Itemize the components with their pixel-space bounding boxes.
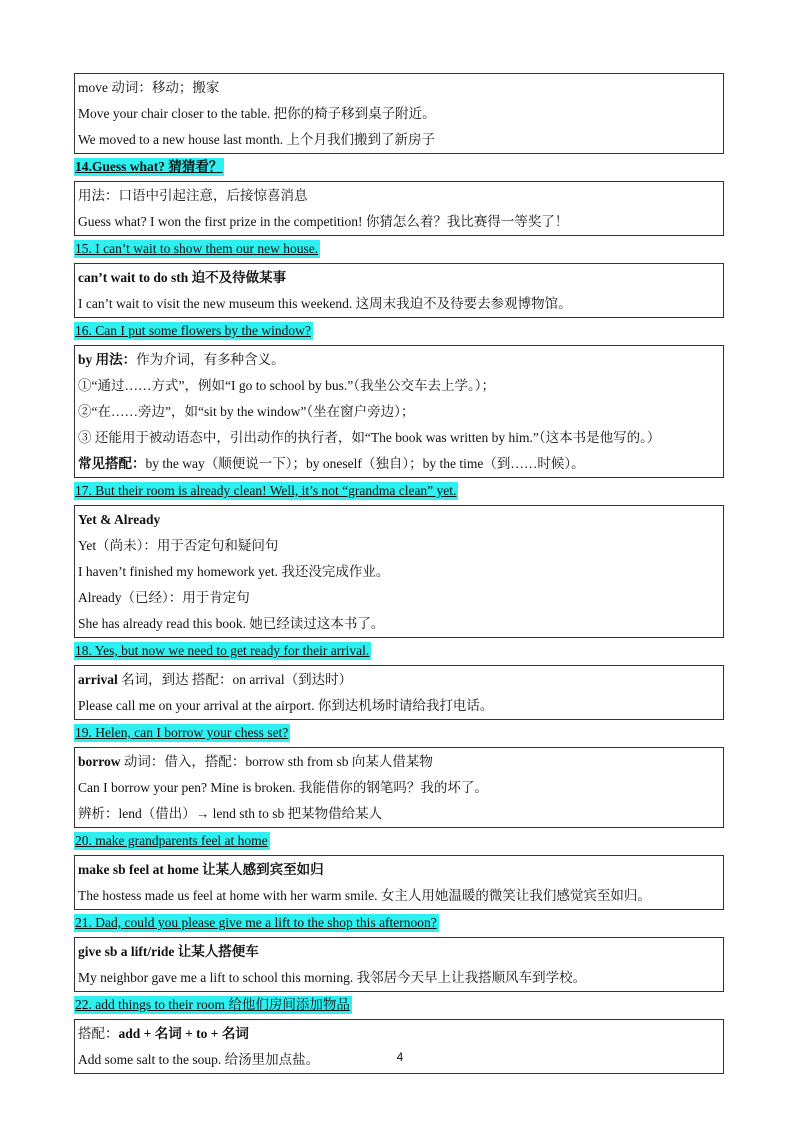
note-text: Already（已经）：用于肯定句	[78, 590, 250, 605]
note-line	[78, 183, 720, 209]
note-box	[74, 345, 724, 478]
note-text: Move your chair closer to the table. 把你的椅子移到桌子附近。	[78, 106, 436, 121]
note-line	[78, 101, 720, 127]
note-box	[74, 1019, 724, 1074]
note-line	[78, 1021, 720, 1047]
note-text: ③ 还能用于被动语态中，引出动作的执行者，如“The book was written by him.”（这本书是他写的。）	[78, 430, 661, 445]
note-text: I haven’t finished my homework yet. 我还没完成作业。	[78, 564, 390, 579]
note-box	[74, 937, 724, 992]
section-heading-row	[74, 318, 724, 345]
section-heading-row	[74, 828, 724, 855]
note-text: My neighbor gave me a lift to school this morning. 我邻居今天早上让我搭顺风车到学校。	[78, 970, 587, 985]
note-text: by the way（顺便说一下）；by oneself（独自）；by the time（到……时候）。	[145, 456, 585, 471]
section-heading: 21. Dad, could you please give me a lift to the shop this afternoon?	[75, 915, 437, 930]
note-text: 作为介词，有多种含义。	[136, 352, 285, 367]
note-line	[78, 209, 720, 235]
note-text: Guess what? I won the first prize in the competition! 你猜怎么着？我比赛得一等奖了！	[78, 214, 569, 229]
section-heading-row	[74, 236, 724, 263]
note-line	[78, 775, 720, 801]
note-text: Please call me on your arrival at the airport. 你到达机场时请给我打电话。	[78, 698, 494, 713]
document-page	[74, 73, 724, 1074]
note-line	[78, 127, 720, 153]
note-line	[78, 451, 720, 477]
note-line	[78, 749, 720, 775]
note-keyword: can’t wait to do sth 迫不及待做某事	[78, 270, 287, 285]
note-line	[78, 667, 720, 693]
note-keyword: make sb feel at home 让某人感到宾至如归	[78, 862, 324, 877]
note-text: Yet（尚未）：用于否定句和疑问句	[78, 538, 279, 553]
note-line	[78, 425, 720, 451]
section-heading: 14.Guess what? 猜猜看？	[75, 159, 223, 174]
note-keyword: give sb a lift/ride 让某人搭便车	[78, 944, 259, 959]
section-heading-row	[74, 638, 724, 665]
note-line	[78, 347, 720, 373]
section-heading: 15. I can’t wait to show them our new house.	[75, 241, 319, 256]
note-line	[78, 857, 720, 883]
note-keyword: by 用法：	[78, 352, 137, 367]
note-line	[78, 291, 720, 317]
note-line	[78, 693, 720, 719]
note-line	[78, 883, 720, 909]
note-text: I can’t wait to visit the new museum this weekend. 这周末我迫不及待要去参观博物馆。	[78, 296, 572, 311]
note-box	[74, 263, 724, 318]
note-text: 动词：借入，搭配：borrow sth from sb 向某人借某物	[120, 754, 433, 769]
note-text: Add some salt to the soup. 给汤里加点盐。	[78, 1052, 320, 1067]
note-text: move 动词：移动；搬家	[78, 80, 220, 95]
note-box	[74, 747, 724, 828]
note-line	[78, 559, 720, 585]
note-box	[74, 73, 724, 154]
note-text: Can I borrow your pen? Mine is broken. 我能借你的钢笔吗？我的坏了。	[78, 780, 488, 795]
note-text: 用法：口语中引起注意，后接惊喜消息	[78, 188, 308, 203]
note-line	[78, 373, 720, 399]
note-text: 辨析：lend（借出）→ lend sth to sb 把某物借给某人	[78, 806, 383, 821]
section-heading: 16. Can I put some flowers by the window?	[75, 323, 311, 338]
section-heading-row	[74, 154, 724, 181]
note-line	[78, 965, 720, 991]
note-formula: add + 名词 + to + 名词	[118, 1026, 249, 1041]
note-text: ①“通过……方式”，例如“I go to school by bus.”（我坐公交车去上学。）；	[78, 378, 495, 393]
note-keyword: 常见搭配：	[78, 456, 146, 471]
section-heading: 20. make grandparents feel at home	[75, 833, 268, 848]
note-text: 名词，到达 搭配：on arrival（到达时）	[117, 672, 353, 687]
section-heading: 22. add things to their room 给他们房间添加物品	[75, 997, 350, 1012]
note-line	[78, 801, 720, 827]
page-number: 4	[396, 1050, 404, 1064]
note-box	[74, 665, 724, 720]
section-heading-row	[74, 478, 724, 505]
note-box	[74, 855, 724, 910]
note-text: ②“在……旁边”，如“sit by the window”（坐在窗户旁边）；	[78, 404, 415, 419]
section-heading-row	[74, 992, 724, 1019]
note-line	[78, 265, 720, 291]
section-heading: 18. Yes, but now we need to get ready for their arrival.	[75, 643, 370, 658]
note-text: She has already read this book. 她已经读过这本书了。	[78, 616, 385, 631]
note-text: The hostess made us feel at home with her warm smile. 女主人用她温暖的微笑让我们感觉宾至如归。	[78, 888, 651, 903]
note-line	[78, 399, 720, 425]
section-heading: 19. Helen, can I borrow your chess set?	[75, 725, 289, 740]
note-keyword: borrow	[78, 754, 121, 769]
note-keyword: arrival	[78, 672, 118, 687]
note-line	[78, 533, 720, 559]
note-line	[78, 611, 720, 637]
note-keyword: Yet & Already	[78, 512, 161, 527]
note-line	[78, 507, 720, 533]
note-line	[78, 585, 720, 611]
note-box	[74, 181, 724, 236]
note-box	[74, 505, 724, 638]
section-heading: 17. But their room is already clean! Well, it’s not “grandma clean” yet.	[75, 483, 457, 498]
section-heading-row	[74, 910, 724, 937]
section-heading-row	[74, 720, 724, 747]
note-text: We moved to a new house last month. 上个月我们搬到了新房子	[78, 132, 435, 147]
note-text: 搭配：	[78, 1026, 119, 1041]
note-line	[78, 75, 720, 101]
note-line	[78, 939, 720, 965]
